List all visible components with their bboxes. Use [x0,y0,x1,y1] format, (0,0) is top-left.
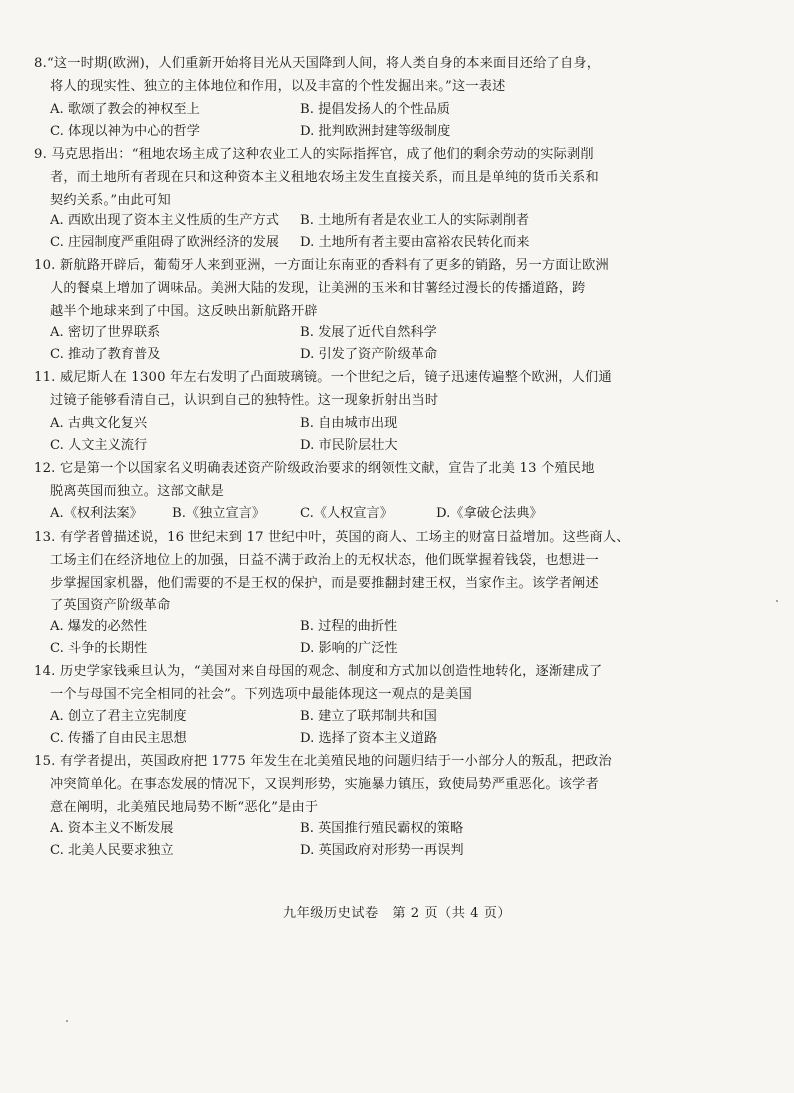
question-stem [34,53,764,99]
option-b[interactable]: B. 土地所有者是农业工人的实际剥削者 [300,213,530,228]
option-c[interactable]: C. 人文主义流行 [50,438,148,453]
option-a[interactable]: A. 西欧出现了资本主义性质的生产方式 [50,213,279,228]
stem-line: 了英国资产阶级革命 [50,598,171,614]
stem-line: 8.“这一时期(欧洲)，人们重新开始将目光从天国降到人间，将人类自身的本来面目还给了自身， [34,56,601,71]
stem-line: 12. 它是第一个以国家名义明确表述资产阶级政治要求的纲领性文献，宣告了北美 13 个殖民地 [34,461,595,476]
stem-line: 工场主们在经济地位上的加强，日益不满于政治上的无权状态，他们既掌握着钱袋，也想进一 [50,552,599,568]
option-a[interactable]: A. 密切了世界联系 [50,325,161,340]
stem-line: 意在阐明，北美殖民地局势不断“恶化”是由于 [50,799,319,815]
option-c[interactable]: C. 推动了教育普及 [50,347,161,362]
stem-line: 人的餐桌上增加了调味品。美洲大陆的发现，让美洲的玉米和甘薯经过漫长的传播道路，跨 [50,280,586,296]
option-b[interactable]: B. 自由城市出现 [300,416,398,431]
question-stem [34,751,764,819]
question-stem [34,661,764,707]
stem-line: 10. 新航路开辟后，葡萄牙人来到亚洲，一方面让东南亚的香料有了更多的销路，另一方面让欧洲 [34,258,609,273]
question-stem [34,367,764,413]
option-d[interactable]: D. 影响的广泛性 [300,641,398,656]
option-b[interactable]: B. 发展了近代自然科学 [300,325,437,340]
stem-line: 15. 有学者提出，英国政府把 1775 年发生在北美殖民地的问题归结于一小部分人的叛乱，把政治 [34,754,612,769]
question-stem [34,527,764,618]
stem-line: 冲突简单化。在事态发展的情况下，又误判形势，实施暴力镇压，致使局势严重恶化。该学者 [50,776,599,792]
option-a[interactable]: A. 古典文化复兴 [50,416,148,431]
option-d[interactable]: D. 土地所有者主要由富裕农民转化而来 [300,235,530,250]
stem-line: 步掌握国家机器，他们需要的不是王权的保护，而是要推翻封建王权，当家作主。该学者阐述 [50,575,599,591]
stem-line: 者，而土地所有者现在只和这种资本主义租地农场主发生直接关系，而且是单纯的货币关系和 [50,169,599,185]
option-c[interactable]: C. 北美人民要求独立 [50,843,174,858]
option-c[interactable]: C. 传播了自由民主思想 [50,731,187,746]
option-c[interactable]: C. 体现以神为中心的哲学 [50,124,200,139]
option-b[interactable]: B. 英国推行殖民霸权的策略 [300,821,464,836]
scan-speck [66,1020,68,1022]
question-stem [34,458,764,504]
option-d[interactable]: D. 市民阶层壮大 [300,438,398,453]
stem-line: 11. 威尼斯人在 1300 年左右发明了凸面玻璃镜。一个世纪之后，镜子迅速传遍整个欧洲，人们通 [34,370,612,385]
option-d[interactable]: D. 选择了资本主义道路 [300,731,438,746]
option-b[interactable]: B. 建立了联邦制共和国 [300,709,437,724]
page-footer: 九年级历史试卷 第 2 页（共 4 页） [282,906,512,921]
stem-line: 14. 历史学家钱乘旦认为，“美国对来自母国的观念、制度和方式加以创造性地转化，逐渐建成了 [34,664,603,679]
question-stem [34,255,764,323]
option-d[interactable]: D. 引发了资产阶级革命 [300,347,438,362]
option-d[interactable]: D. 英国政府对形势一再误判 [300,843,464,858]
option-c[interactable]: C. 庄园制度严重阻碍了欧洲经济的发展 [50,235,280,250]
stem-line: 一个与母国不完全相同的社会”。下列选项中最能体现这一观点的是美国 [50,686,472,702]
option-d[interactable]: D. 批判欧洲封建等级制度 [300,124,451,139]
option-a[interactable]: A. 创立了君主立宪制度 [50,709,187,724]
option-b[interactable]: B.《独立宣言》 [172,506,266,521]
stem-line: 越半个地球来到了中国。这反映出新航路开辟 [50,303,318,319]
option-a[interactable]: A. 爆发的必然性 [50,619,148,634]
option-c[interactable]: C. 斗争的长期性 [50,641,148,656]
option-a[interactable]: A. 资本主义不断发展 [50,821,174,836]
stem-line: 脱离英国而独立。这部文献是 [50,483,225,499]
scan-speck [776,600,778,602]
stem-line: 将人的现实性、独立的主体地位和作用，以及丰富的个性发掘出来。”这一表述 [50,78,506,94]
stem-line: 过镜子能够看清自己，认识到自己的独特性。这一现象折射出当时 [50,392,439,408]
option-b[interactable]: B. 提倡发扬人的个性品质 [300,102,450,117]
option-d[interactable]: D.《拿破仑法典》 [436,506,543,521]
stem-line: 9. 马克思指出：“租地农场主成了这种农业工人的实际指挥官，成了他们的剩余劳动的实际剥削 [34,147,594,162]
option-a[interactable]: A.《权利法案》 [50,506,143,521]
question-stem [34,144,764,212]
option-c[interactable]: C.《人权宣言》 [300,506,393,521]
stem-line: 契约关系。”由此可知 [50,192,171,208]
option-a[interactable]: A. 歌颂了教会的神权至上 [50,102,200,117]
stem-line: 13. 有学者曾描述说，16 世纪末到 17 世纪中叶，英国的商人、工场主的财富日益增加。这些商人、 [34,530,630,545]
option-b[interactable]: B. 过程的曲折性 [300,619,398,634]
